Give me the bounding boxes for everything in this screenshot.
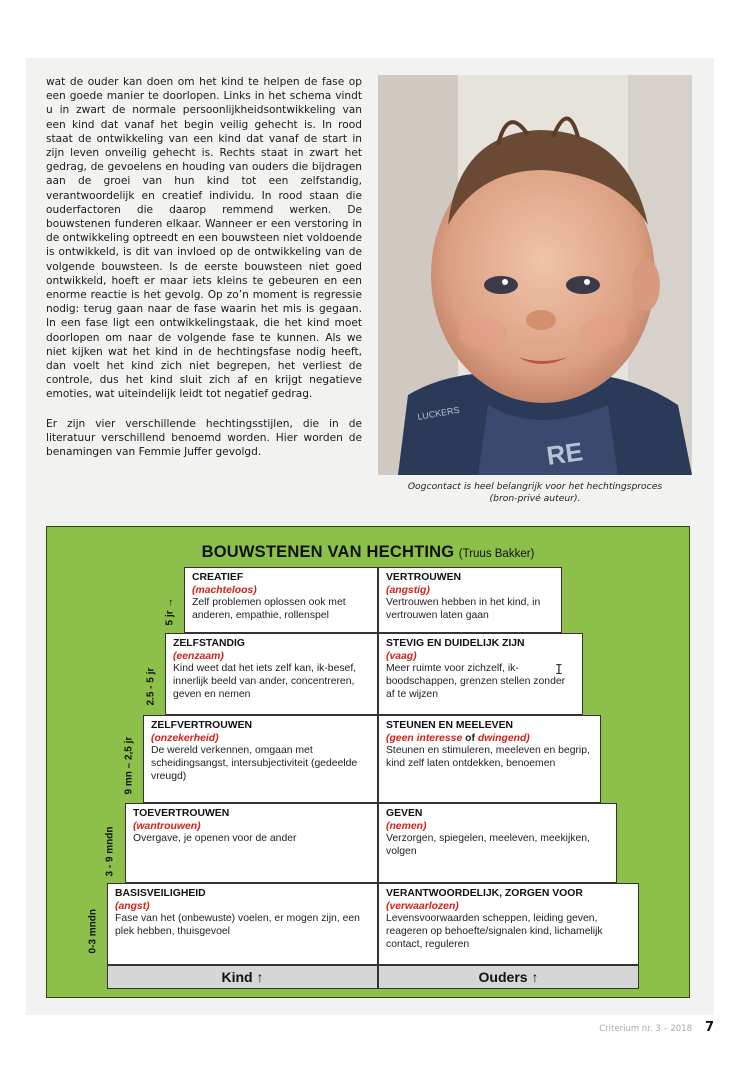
age-label: 2.5 - 5 jr [145, 667, 157, 706]
footer-kind: Kind ↑ [107, 965, 378, 989]
age-label: 5 jr → [164, 597, 176, 626]
ouders-box-stevig: STEVIG EN DUIDELIJK ZIJN (vaag) Meer ruimte voor zichzelf, ik-boodschappen, grenzen stellen zonder af te wijzen [378, 633, 583, 715]
ouders-box-steunen: STEUNEN EN MEELEVEN (geen interesse of dwingend) Steunen en stimuleren, meeleven en begrip, kind zelf laten ontdekken, benoemen [378, 715, 601, 803]
ouders-box-verantwoordelijk: VERANTWOORDELIJK, ZORGEN VOOR (verwaarlozen) Levensvoorwaarden scheppen, leiding geven, reageren op behoefte/signalen kind, lichamelijk contact, reguleren [378, 883, 639, 965]
kind-box-creatief: CREATIEF (machteloos) Zelf problemen oplossen ook met anderen, empathie, rollenspel [184, 567, 378, 633]
body-paragraph: wat de ouder kan doen om het kind te helpen de fase op een goede manier te doorlopen. Links in het schema vindt u in zwart de normale persoonlijkheidsontwikkeling van een kind dat vanaf het begin veilig gehecht is. In rood staat de ontwikkeling van een kind dat vanaf de start in zijn leven onveilig gehecht is. Rechts staat in zwart het gedrag, de gevoelens en houding van ouders die bijdragen aan de groei van hun kind tot een zelfstandig, verantwoordelijk en creatief individu. In rood staan die ouderfactoren die daarop remmend werken. De bouwstenen funderen elkaar. Wanneer er een verstoring in de ontwikkeling optreedt en een bouwsteen niet voldoende is ontwikkeld, is dit van invloed op de ontwikkeling van de volgende bouwsteen. Is de eerste bouwsteen niet goed ontwikkeld, hoeft er maar iets kleins te gebeuren en een enorme reactie is het gevolg. Op zo’n moment is regressie nodig: terug gaan naar de fase waarin het mis is gegaan. In een fase ligt een ontwikkelingstaak, die het kind moet doorlopen om naar de volgende fase te kunnen. Als we niet kijken wat het kind in de hechtingsfase nodig heeft, dan voelt het kind zich niet begrepen, het verliest de controle, dus het kind sluit zich af en krijgt negatieve emoties, wat uiteindelijk leidt tot negatief gedrag. [46, 76, 362, 401]
kind-box-zelfstandig: ZELFSTANDIG (eenzaam) Kind weet dat het iets zelf kan, ik-besef, innerlijk beeld van ander, concentreren, geven en nemen [165, 633, 378, 715]
age-label: 9 mn – 2,5 jr [123, 736, 135, 795]
page-number: 7 [704, 1020, 714, 1035]
text-cursor-icon: I [555, 663, 563, 678]
hechting-diagram [46, 526, 690, 998]
publication-footer: Criterium nr. 3 – 2018 [599, 1024, 692, 1034]
body-paragraph: Er zijn vier verschillende hechtingsstijlen, die in de literatuur verschillend benoemd worden. Hier worden de benamingen van Femmie Juffer gevolgd. [46, 417, 362, 459]
photo-caption: Oogcontact is heel belangrijk voor het hechtingsproces (bron-privé auteur). [407, 481, 663, 504]
age-label: 3 - 9 mndn [104, 826, 116, 877]
kind-box-basisveiligheid: BASISVEILIGHEID (angst) Fase van het (onbewuste) voelen, er mogen zijn, een plek hebben, thuisgevoel [107, 883, 378, 965]
article-text-column [46, 75, 362, 474]
ouders-box-geven: GEVEN (nemen) Verzorgen, spiegelen, meeleven, meekijken, volgen [378, 803, 617, 883]
kind-box-zelfvertrouwen: ZELFVERTROUWEN (onzekerheid) De wereld verkennen, omgaan met scheidingsangst, intersubjectiviteit (gedeelde vreugd) [143, 715, 378, 803]
ouders-box-vertrouwen: VERTROUWEN (angstig) Vertrouwen hebben in het kind, in vertrouwen laten gaan [378, 567, 562, 633]
svg-text:RE: RE [544, 436, 585, 471]
age-label: 0-3 mndn [87, 909, 99, 954]
diagram-title: BOUWSTENEN VAN HECHTING (Truus Bakker) [201, 543, 535, 561]
footer-ouders: Ouders ↑ [378, 965, 639, 989]
baby-illustration [378, 75, 692, 475]
baby-photo [378, 75, 692, 475]
kind-box-toevertrouwen: TOEVERTROUWEN (wantrouwen) Overgave, je openen voor de ander [125, 803, 378, 883]
svg-text:LUCKERS: LUCKERS [416, 404, 461, 422]
